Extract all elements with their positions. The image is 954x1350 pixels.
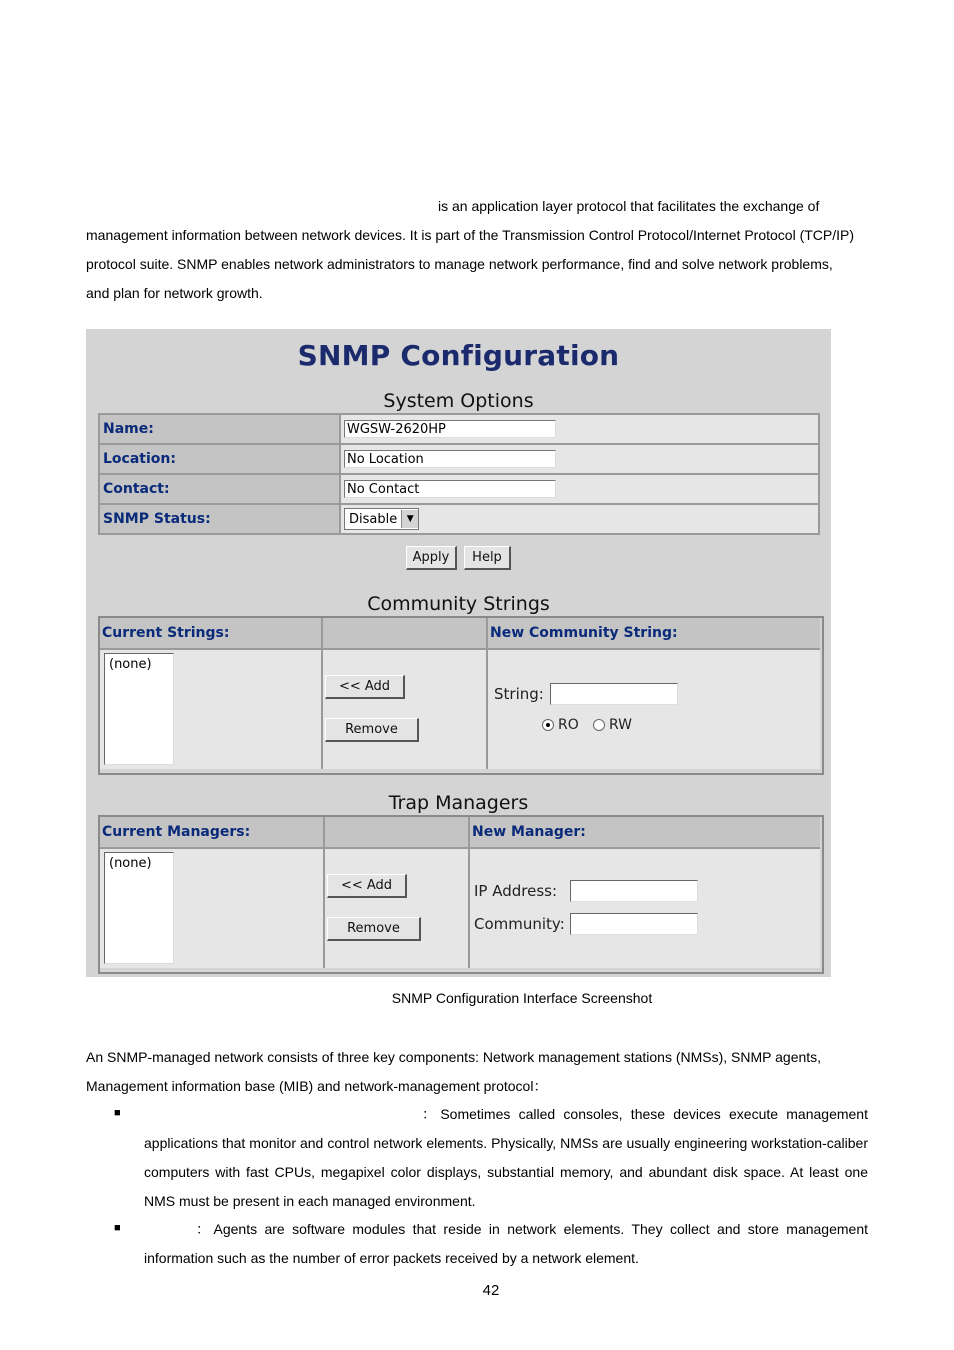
snmp-status-label: SNMP Status: [99, 504, 340, 534]
ro-radio[interactable] [542, 717, 579, 733]
body-line-1: An SNMP-managed network consists of three key components: Network management stations (NMSs), SNMP agents, [86, 1049, 822, 1065]
trap-managers-heading: Trap Managers [388, 792, 529, 814]
radio-selected-icon [542, 719, 554, 731]
body-paragraph [86, 1043, 868, 1101]
community-label: Community: [474, 915, 565, 933]
page-number: 42 [482, 1282, 500, 1299]
intro-line-2: management information between network devices. It is part of the Transmission Control Protocol/Internet Protocol (TCP/IP) [86, 227, 855, 243]
page-title: SNMP Configuration [297, 339, 620, 372]
community-remove-button[interactable]: Remove [325, 718, 419, 742]
ip-address-input[interactable] [570, 880, 698, 902]
trap-add-button[interactable]: << Add [327, 874, 407, 898]
intro-line-1: is an application layer protocol that facilitates the exchange of [438, 198, 820, 214]
rw-label: RW [609, 717, 633, 733]
string-input[interactable] [550, 683, 678, 705]
snmp-status-value: Disable [349, 511, 398, 527]
trap-remove-button[interactable]: Remove [327, 917, 421, 941]
snmp-status-select[interactable] [344, 508, 419, 530]
ip-address-label: IP Address: [474, 882, 558, 900]
community-add-button[interactable]: << Add [325, 675, 405, 699]
new-community-string-header: New Community String: [488, 618, 820, 650]
community-strings-table [98, 616, 824, 775]
bullet-item-agents [144, 1215, 868, 1273]
figure-caption: SNMP Configuration Interface Screenshot [391, 990, 653, 1006]
bullet-item-nms [144, 1100, 868, 1216]
location-label: Location: [99, 444, 340, 474]
snmp-config-screenshot [86, 329, 831, 977]
contact-label: Contact: [99, 474, 340, 504]
radio-unselected-icon [593, 719, 605, 731]
name-input[interactable]: WGSW-2620HP [344, 420, 556, 438]
new-manager-header: New Manager: [470, 817, 820, 849]
bullet-icon: ■ [114, 1107, 121, 1119]
system-options-table [98, 413, 820, 535]
bullet-text: ：Sometimes called consoles, these devices execute management applications that monitor and control network elements. Physically, NMSs are usually engineering workstation-caliber computers with fast CPUs, megapixel color displays, substantial memory, and abundant disk space. At least one NMS must be present in each managed environment. [144, 1106, 868, 1209]
bullet-text: ：Agents are software modules that reside in network elements. They collect and store management information such as the number of error packets received by a network element. [144, 1221, 868, 1266]
chevron-down-icon: ▼ [401, 510, 418, 528]
community-input[interactable] [570, 913, 698, 935]
list-item: (none) [109, 657, 152, 672]
name-label: Name: [99, 414, 340, 444]
string-label: String: [494, 685, 544, 703]
current-managers-list[interactable] [104, 852, 174, 964]
rw-radio[interactable] [593, 717, 632, 733]
current-strings-header: Current Strings: [100, 618, 323, 650]
contact-input[interactable]: No Contact [344, 480, 556, 498]
intro-paragraph [86, 192, 886, 308]
current-strings-list[interactable] [104, 653, 174, 765]
help-button[interactable]: Help [464, 546, 511, 570]
trap-managers-table [98, 815, 824, 974]
apply-button[interactable]: Apply [406, 546, 457, 570]
community-strings-heading: Community Strings [367, 593, 550, 615]
current-managers-header: Current Managers: [100, 817, 325, 849]
location-input[interactable]: No Location [344, 450, 556, 468]
intro-line-4: and plan for network growth. [86, 285, 263, 301]
body-line-2: Management information base (MIB) and network-management protocol： [86, 1078, 548, 1094]
ro-label: RO [558, 717, 579, 733]
system-options-heading: System Options [383, 390, 534, 412]
intro-line-3: protocol suite. SNMP enables network administrators to manage network performance, find and solve network problems, [86, 256, 833, 272]
bullet-icon: ■ [114, 1222, 121, 1234]
list-item: (none) [109, 856, 152, 871]
